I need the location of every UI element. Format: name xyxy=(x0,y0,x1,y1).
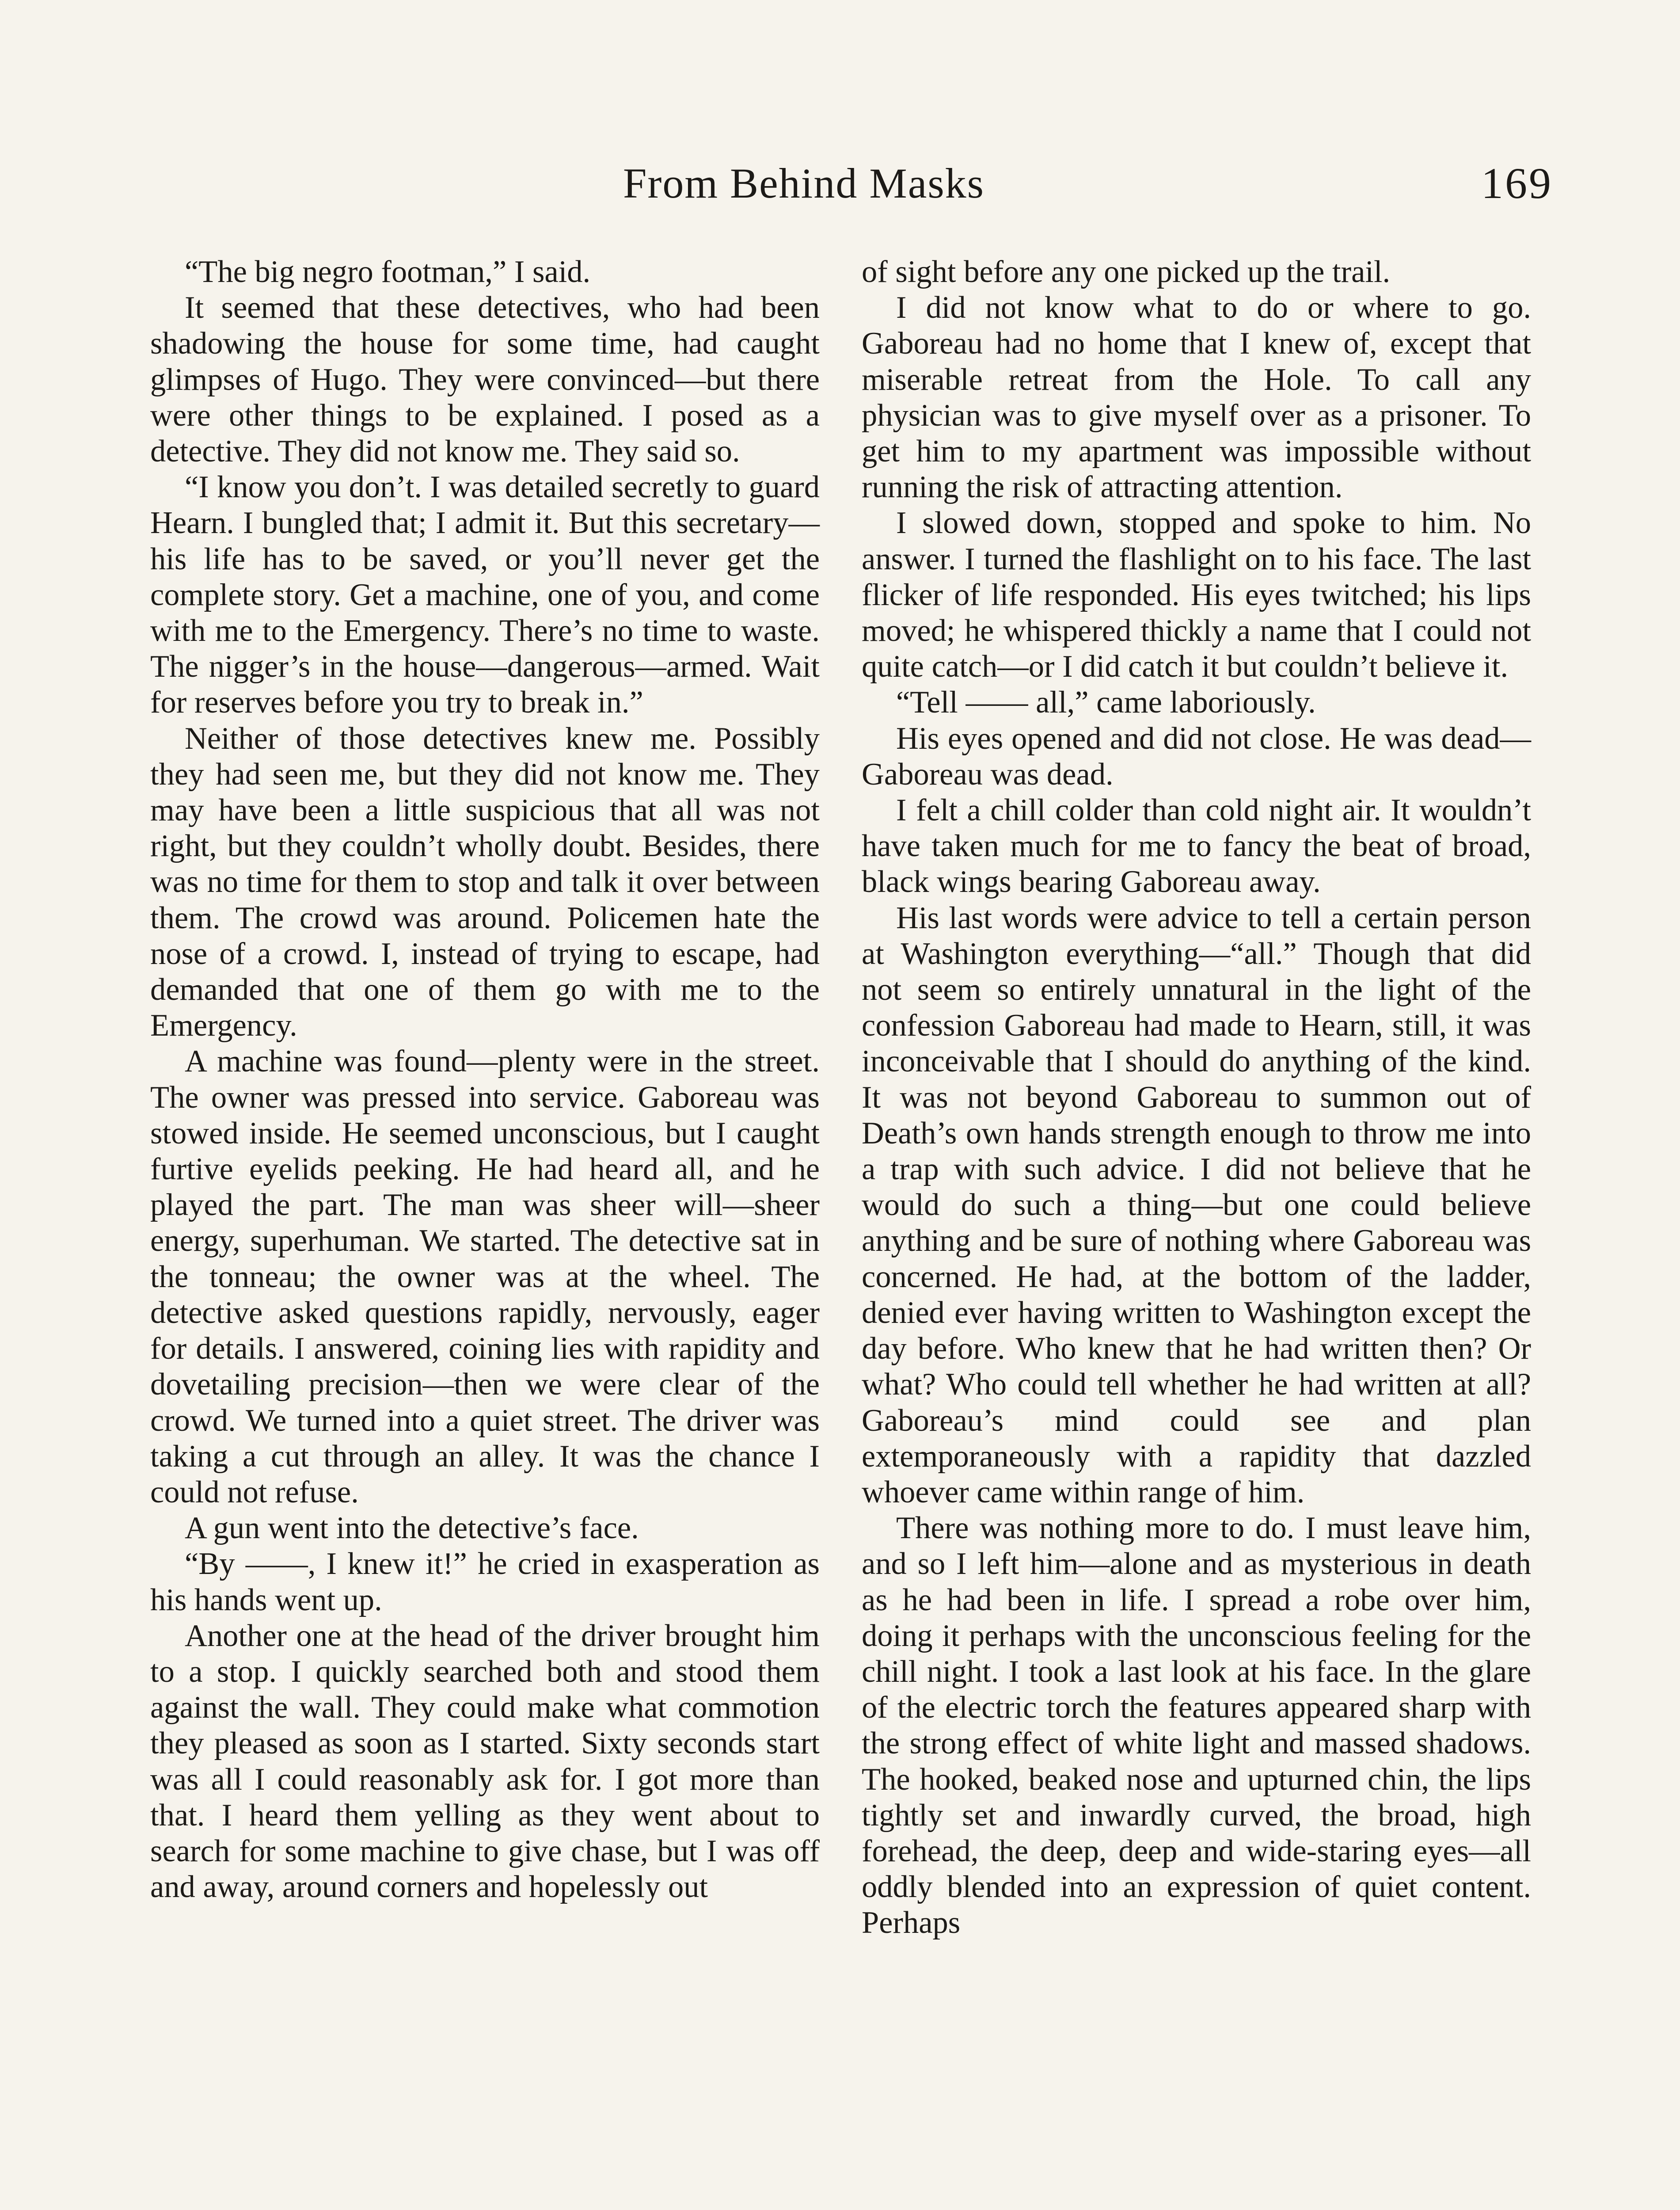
paragraph: His eyes opened and did not close. He was dead—Gaboreau was dead. xyxy=(862,721,1531,792)
left-text-column xyxy=(150,254,820,1905)
paragraph-continued: of sight before any one picked up the trail. xyxy=(862,255,1391,289)
paragraph: I felt a chill colder than cold night air. It wouldn’t have taken much for me to fancy the beat of broad, black wings bearing Gaboreau away. xyxy=(862,793,1531,899)
paragraph: “I know you don’t. I was detailed secretly to guard Hearn. I bungled that; I admit it. But this secretary—his life has to be saved, or you’ll never get the complete story. Get a machine, one of you, and come with me to the Emergency. There’s no time to waste. The nigger’s in the house—dangerous—armed. Wait for reserves before you try to break in.” xyxy=(150,470,820,720)
right-text-column xyxy=(862,254,1531,1941)
page-number: 169 xyxy=(1481,159,1553,208)
paragraph: A gun went into the detective’s face. xyxy=(185,1511,639,1546)
paragraph: His last words were advice to tell a certain person at Washington everything—“all.” Though that did not seem so entirely unnatural in the light of the confession Gaboreau had made to Hearn, still, it was inconceivable that I should do anything of the kind. It was not beyond Gaboreau to summon out of Death’s own hands strength enough to throw me into a trap with such advice. I did not believe that he would do such a thing—but one could believe anything and be sure of nothing where Gaboreau was concerned. He had, at the bottom of the ladder, denied ever having written to Washington except the day before. Who knew that he had written then? Or what? Who could tell whether he had written at all? Gaboreau’s mind could see and plan extemporaneously with a rapidity that dazzled whoever came within range of him. xyxy=(862,900,1531,1509)
paragraph: I slowed down, stopped and spoke to him. No answer. I turned the flashlight on to his face. The last flicker of life responded. His eyes twitched; his lips moved; he whispered thickly a name that I could not quite catch—or I did catch it but couldn’t believe it. xyxy=(862,506,1531,684)
running-title: From Behind Masks xyxy=(623,160,985,207)
running-header xyxy=(0,155,1680,212)
paragraph: A machine was found—plenty were in the street. The owner was pressed into service. Gaboreau was stowed inside. He seemed unconscious, but I caught furtive eyelids peeking. He had heard all, and he played the part. The man was sheer will—sheer energy, superhuman. We started. The detective sat in the tonneau; the owner was at the wheel. The detective asked questions rapidly, nervously, eager for details. I answered, coining lies with rapidity and dovetailing precision—then we were clear of the crowd. We turned into a quiet street. The driver was taking a cut through an alley. It was the chance I could not refuse. xyxy=(150,1044,820,1509)
paragraph: “Tell —— all,” came laboriously. xyxy=(896,685,1316,720)
paragraph: “By ——, I knew it!” he cried in exasperation as his hands went up. xyxy=(150,1547,820,1617)
paragraph: Another one at the head of the driver brought him to a stop. I quickly searched both and stood them against the wall. They could make what commotion they pleased as soon as I started. Sixty seconds start was all I could reasonably ask for. I got more than that. I heard them yelling as they went about to search for some machine to give chase, but I was off and away, around corners and hopelessly out xyxy=(150,1618,820,1905)
paragraph: Neither of those detectives knew me. Possibly they had seen me, but they did not know me. They may have been a little suspicious that all was not right, but they couldn’t wholly doubt. Besides, there was no time for them to stop and talk it over between them. The crowd was around. Policemen hate the nose of a crowd. I, instead of trying to escape, had demanded that one of them go with me to the Emergency. xyxy=(150,721,820,1043)
paragraph: There was nothing more to do. I must leave him, and so I left him—alone and as mysterious in death as he had been in life. I spread a robe over him, doing it perhaps with the unconscious feeling for the chill night. I took a last look at his face. In the glare of the electric torch the features appeared sharp with the strong effect of white light and massed shadows. The hooked, beaked nose and upturned chin, the lips tightly set and inwardly curved, the broad, high forehead, the deep, deep and wide-staring eyes—all oddly blended into an expression of quiet content. Perhaps xyxy=(862,1511,1531,1940)
paragraph: I did not know what to do or where to go. Gaboreau had no home that I knew of, except that miserable retreat from the Hole. To call any physician was to give myself over as a prisoner. To get him to my apartment was impossible without running the risk of attracting attention. xyxy=(862,290,1531,505)
paragraph: It seemed that these detectives, who had been shadowing the house for some time, had caught glimpses of Hugo. They were convinced—but there were other things to be explained. I posed as a detective. They did not know me. They said so. xyxy=(150,290,820,469)
paragraph: “The big negro footman,” I said. xyxy=(185,255,591,289)
